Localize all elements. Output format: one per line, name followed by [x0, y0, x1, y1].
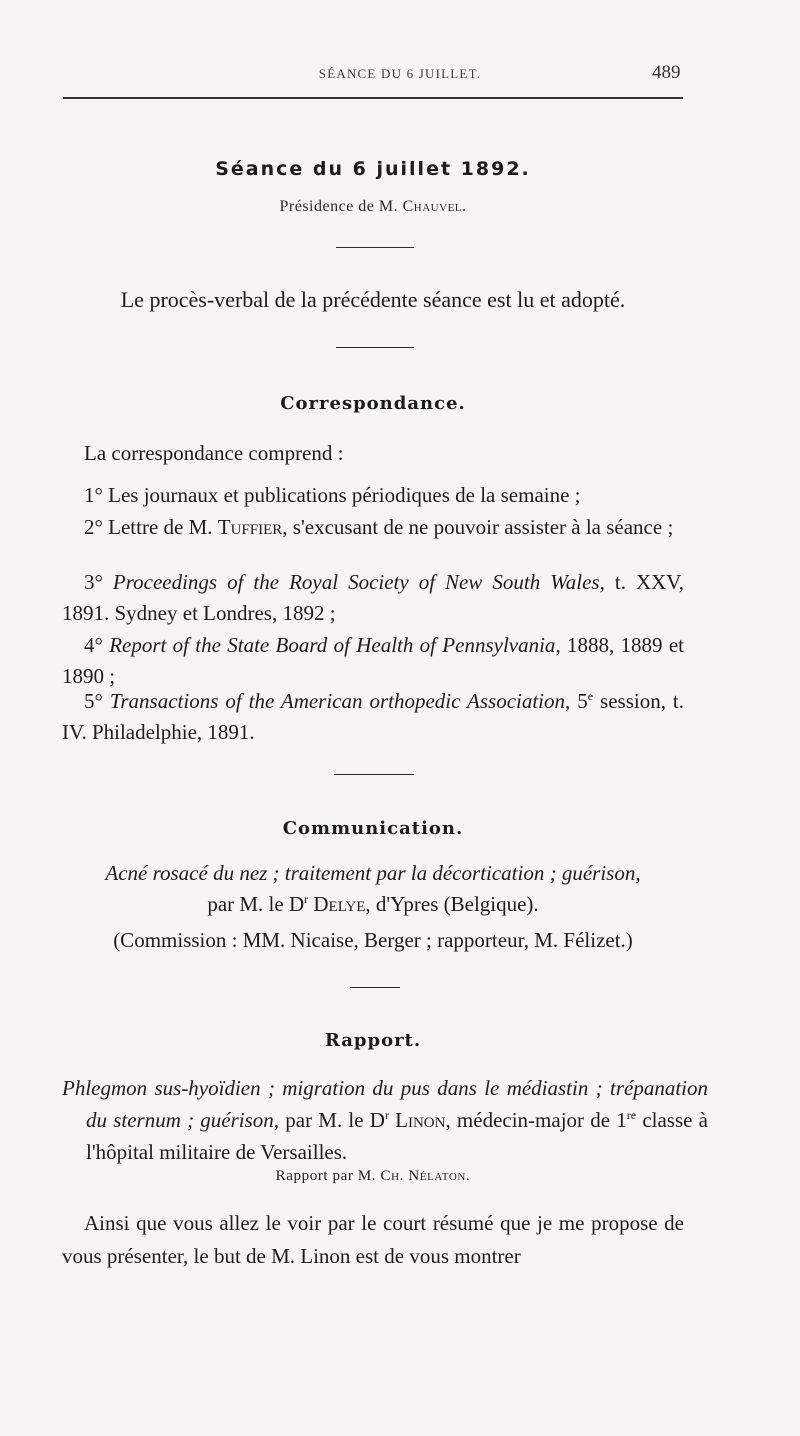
item3-rest: , t. XXV, 1891. Sydney et Londres, 1892 ;: [62, 570, 684, 625]
presidence-line: [62, 198, 684, 216]
item5-sup: e: [587, 689, 594, 703]
item2-suffix: , s'excusant de ne pouvoir assister à la séance ;: [282, 515, 674, 539]
section-divider: [350, 987, 400, 988]
session-title: Séance du 6 juillet 1892.: [215, 158, 531, 180]
rapport-by-name: Ch. Nélaton: [380, 1168, 466, 1184]
correspondance-heading: Correspondance.: [280, 393, 466, 414]
correspondance-item-1: 1° Les journaux et publications périodiques de la semaine ;: [84, 483, 581, 507]
correspondance-item-3: [62, 567, 684, 629]
item5-title: Transactions of the American orthopedic Association: [109, 689, 566, 713]
rapport-author-sup2: re: [626, 1108, 637, 1122]
communication-heading: Communication.: [282, 818, 464, 839]
item5-num: 5°: [84, 689, 110, 713]
correspondance-intro: La correspondance comprend :: [84, 441, 344, 465]
president-name: Chauvel: [402, 198, 463, 215]
proces-verbal: Le procès-verbal de la précédente séance est lu et adopté.: [120, 287, 626, 312]
rapport-by-prefix: Rapport par M.: [275, 1168, 381, 1184]
header-rule: [63, 97, 683, 99]
rapport-title-italic: Phlegmon sus-hyoïdien ; migration du pus dans le médiastin ; trépanation du sternum ; guérison,: [62, 1076, 708, 1132]
item2-prefix: 2° Lettre de M.: [84, 515, 218, 539]
communication-commission: (Commission : MM. Nicaise, Berger ; rapporteur, M. Félizet.): [113, 928, 633, 952]
rapport-heading: Rapport.: [324, 1030, 422, 1051]
section-divider: [336, 347, 414, 348]
section-divider: [336, 247, 414, 248]
running-header: SÉANCE DU 6 JUILLET.: [318, 66, 482, 81]
rapport-author-mid: , médecin-major de 1: [445, 1108, 627, 1132]
item4-num: 4°: [84, 633, 110, 657]
item4-title: Report of the State Board of Health of Pennsylvania: [109, 633, 556, 657]
correspondance-item-4: [62, 630, 684, 692]
presidence-prefix: Présidence de M.: [279, 198, 403, 215]
rapport-author-name: Linon: [388, 1108, 446, 1132]
correspondance-item-5: [62, 686, 684, 748]
rapport-author-prefix: par M. le D: [279, 1108, 385, 1132]
communication-author-name: Delye: [308, 892, 366, 916]
rapport-opening-paragraph: Ainsi que vous allez le voir par le court résumé que je me propose de vous présenter, le but de M. Linon est de vous montrer: [62, 1211, 684, 1268]
rapport-author-suffix: classe à l'hôpital militaire de Versailles.: [86, 1108, 708, 1164]
communication-author-prefix: par M. le D: [207, 892, 305, 916]
item3-title: Proceedings of the Royal Society of New South Wales: [112, 570, 600, 594]
rapport-author-sup: r: [384, 1108, 389, 1122]
rapport-by-line: [62, 1168, 684, 1185]
communication-title: [62, 858, 684, 920]
item4-rest: , 1888, 1889 et 1890 ;: [62, 633, 684, 688]
correspondance-item-2: [62, 512, 684, 543]
presidence-suffix: .: [462, 198, 467, 215]
communication-title-italic: Acné rosacé du nez ; traitement par la décortication ; guérison,: [105, 861, 641, 885]
section-divider: [334, 774, 414, 775]
page-number: 489: [652, 62, 681, 83]
item3-num: 3°: [84, 570, 113, 594]
communication-author-suffix: , d'Ypres (Belgique).: [365, 892, 539, 916]
communication-author-sup: r: [304, 892, 309, 906]
rapport-title: [62, 1072, 708, 1168]
item5-rest: session, t. IV. Philadelphie, 1891.: [62, 689, 684, 744]
item2-name: Tuffier: [217, 515, 283, 539]
item5-mid: , 5: [565, 689, 588, 713]
rapport-by-suffix: .: [465, 1168, 471, 1184]
